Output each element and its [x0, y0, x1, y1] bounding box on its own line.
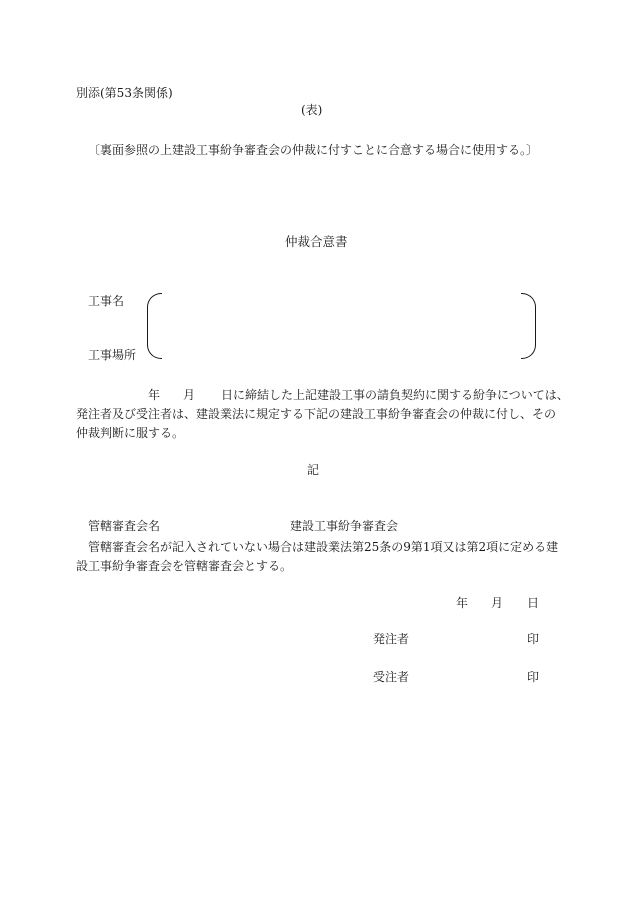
- annex-label: 別添(第53条関係): [76, 86, 173, 100]
- agreement-line-1: [76, 386, 569, 405]
- signature-year-label: 年: [456, 596, 469, 610]
- committee-note-line-2: 設工事紛争審査会を管轄審査会とする。: [76, 559, 293, 573]
- contractor-label: 受注者: [373, 670, 410, 684]
- agreement-line-3: 仲裁判断に服する。: [76, 426, 185, 440]
- project-site-label: 工事場所: [88, 348, 137, 362]
- project-name-label: 工事名: [88, 294, 125, 308]
- document-title: 仲裁合意書: [285, 234, 348, 249]
- side-label: (表): [301, 103, 323, 117]
- committee-label: 管轄審査会名: [88, 519, 161, 533]
- orderer-label: 発注者: [373, 632, 410, 646]
- agreement-paragraph: [76, 386, 569, 443]
- left-bracket: [147, 293, 162, 359]
- note-heading: 記: [307, 463, 320, 477]
- committee-value: 建設工事紛争審査会: [290, 519, 399, 533]
- contract-year-label: 年: [148, 388, 161, 402]
- agreement-line-1-text: 日に締結した上記建設工事の請負契約に関する紛争については、: [221, 388, 569, 402]
- signature-month-label: 月: [491, 596, 504, 610]
- contractor-seal: 印: [527, 670, 540, 684]
- right-bracket: [521, 293, 536, 359]
- usage-note: 〔裏面参照の上建設工事紛争審査会の仲裁に付すことに合意する場合に使用する。〕: [88, 143, 539, 157]
- committee-note-line-1: 管轄審査会名が記入されていない場合は建設業法第25条の9第1項又は第2項に定める建: [88, 540, 559, 554]
- agreement-line-2: 発注者及び受注者は、建設業法に規定する下記の建設工事紛争審査会の仲裁に付し、その: [76, 407, 557, 421]
- signature-day-label: 日: [527, 596, 540, 610]
- committee-note: [76, 538, 559, 576]
- contract-month-label: 月: [183, 388, 196, 402]
- orderer-seal: 印: [527, 632, 540, 646]
